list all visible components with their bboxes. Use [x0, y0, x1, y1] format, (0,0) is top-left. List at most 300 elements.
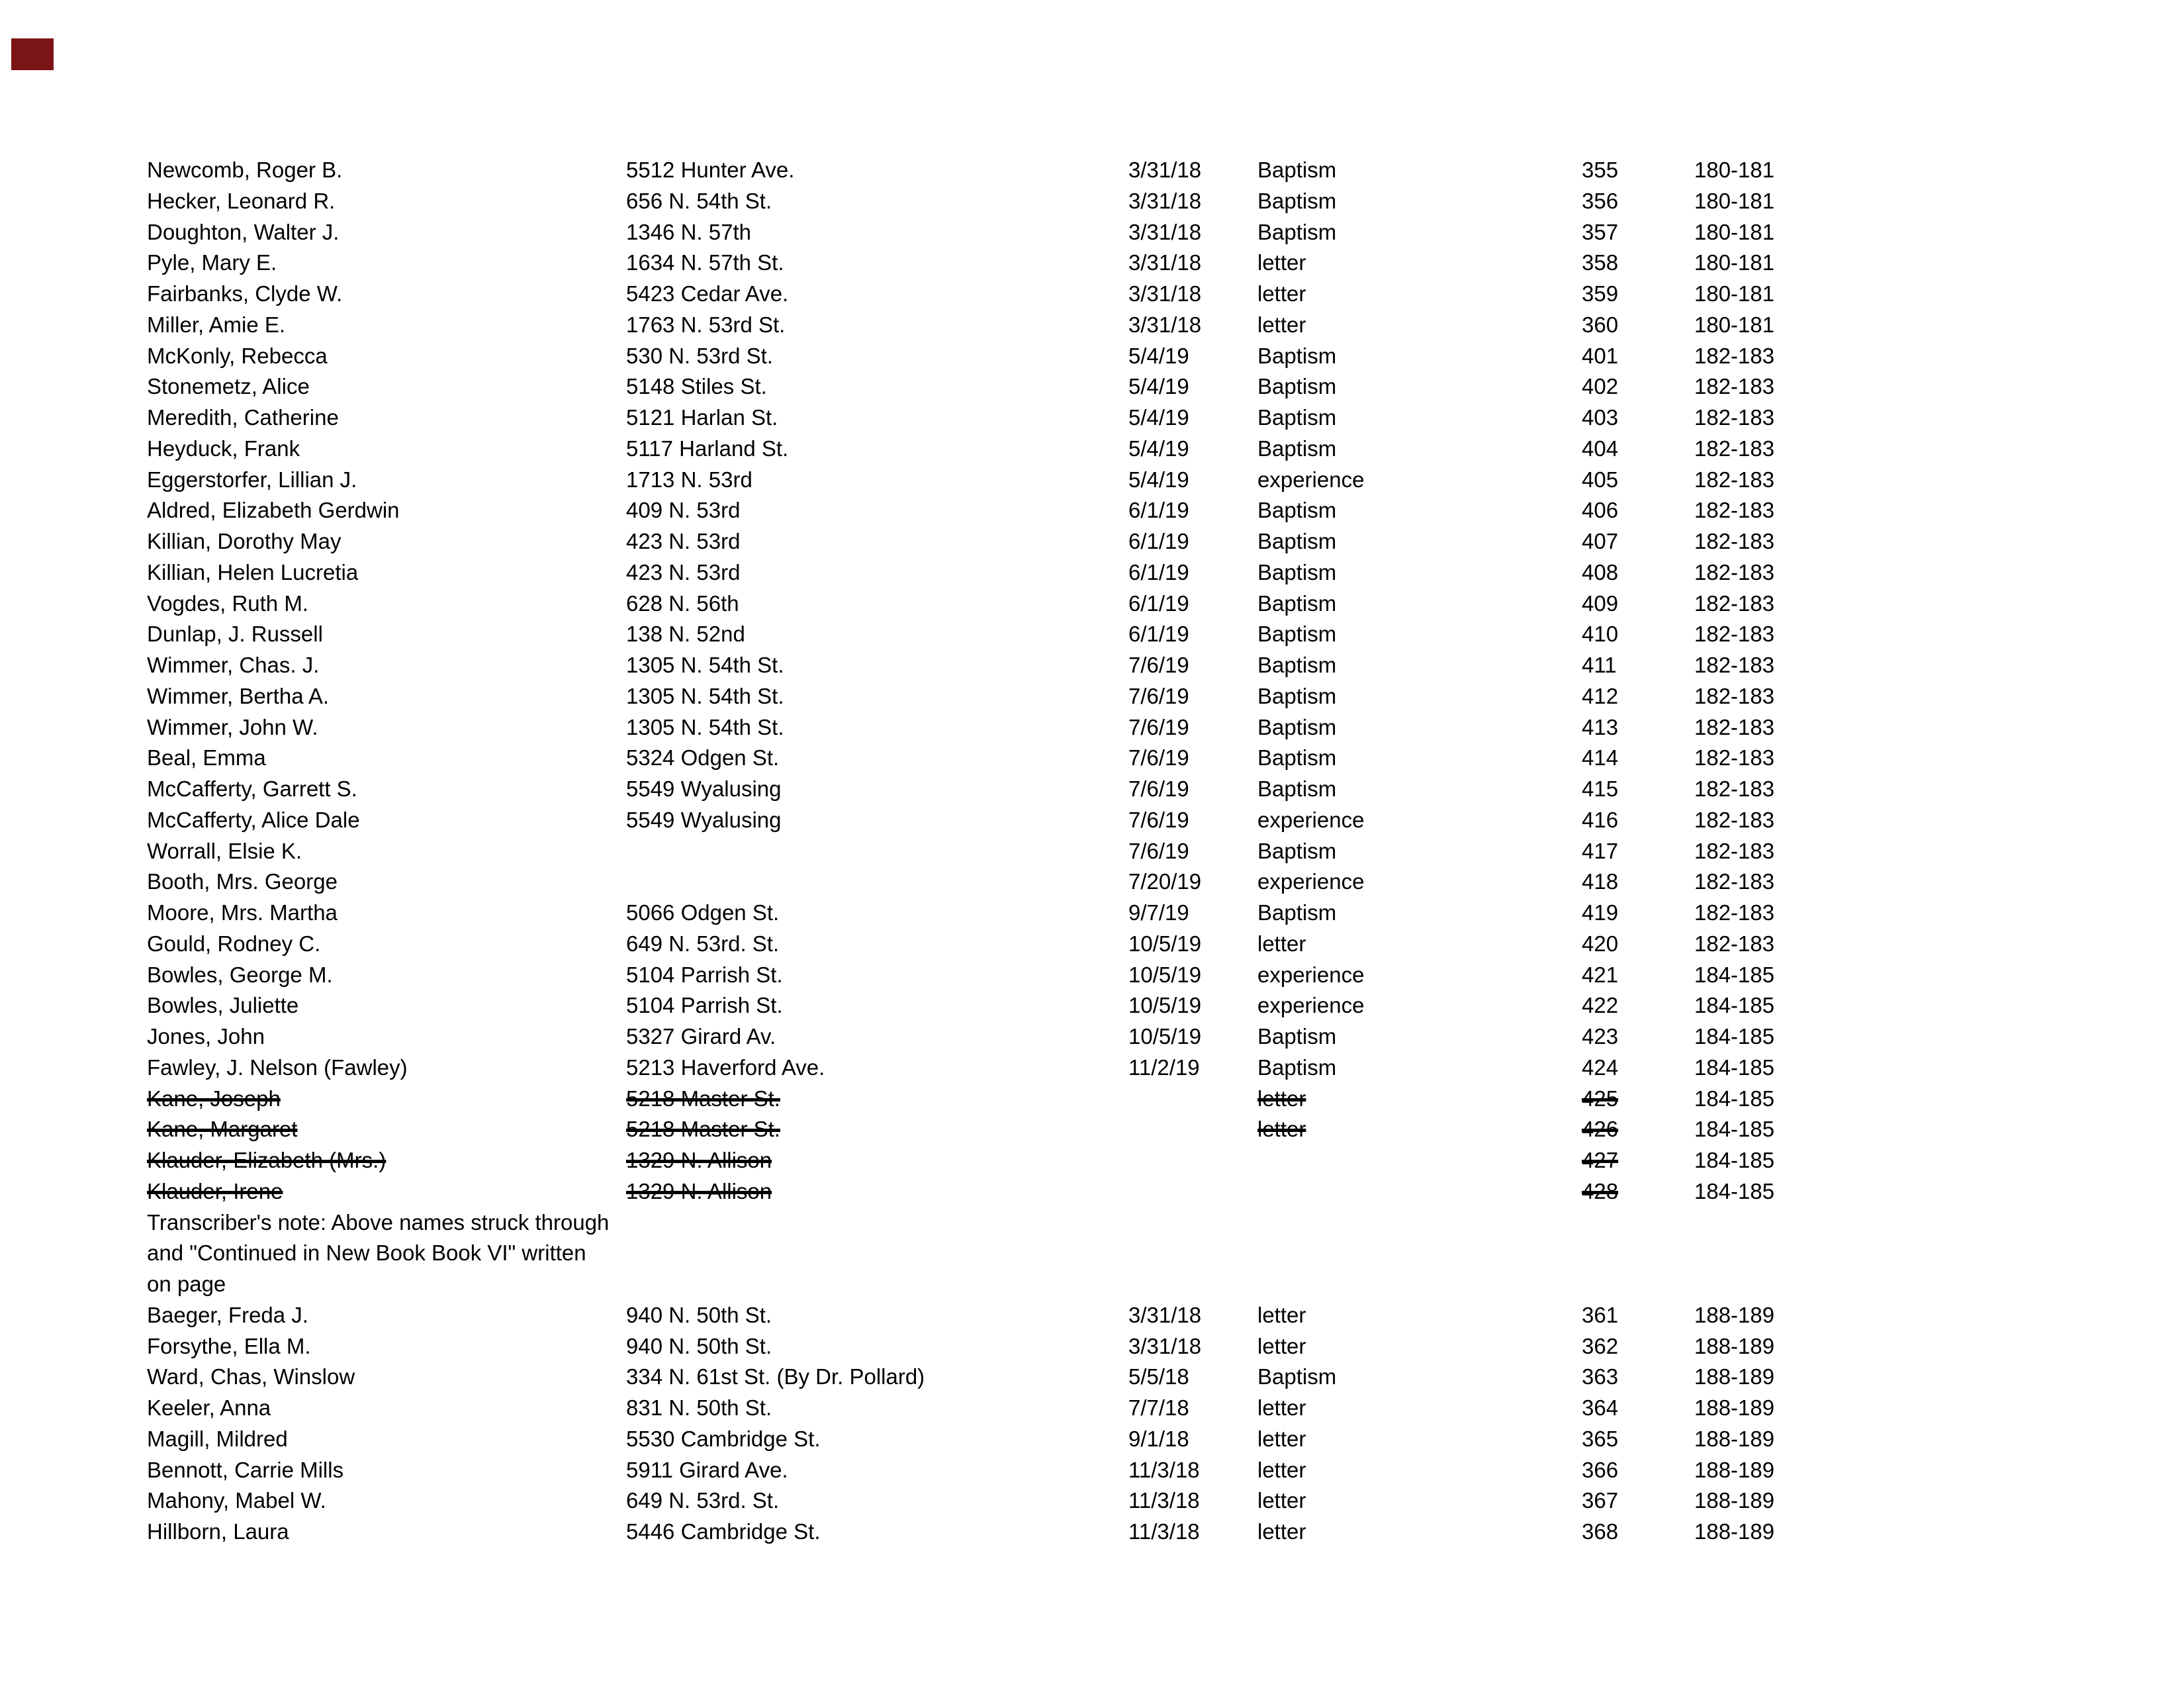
cell-pages: 188-189	[1694, 1364, 1775, 1389]
cell-number: 363	[1582, 1364, 1619, 1389]
cell-pages: 182-183	[1694, 622, 1775, 647]
cell-date: 7/6/19	[1128, 745, 1189, 771]
cell-date: 7/6/19	[1128, 838, 1189, 863]
cell-type: Baptism	[1257, 1055, 1337, 1080]
cell-address: 940 N. 50th St.	[626, 1302, 772, 1327]
cell-pages: 182-183	[1694, 343, 1775, 368]
cell-number: 422	[1582, 993, 1619, 1018]
cell-name: McCafferty, Garrett S.	[147, 776, 357, 801]
cell-pages: 180-181	[1694, 250, 1775, 275]
cell-pages: 182-183	[1694, 745, 1775, 771]
cell-address: 5446 Cambridge St.	[626, 1519, 821, 1544]
cell-type: Baptism	[1257, 188, 1337, 213]
cell-pages: 182-183	[1694, 590, 1775, 616]
cell-pages: 182-183	[1694, 529, 1775, 553]
cell-name: Aldred, Elizabeth Gerdwin	[147, 498, 400, 523]
cell-type: Baptism	[1257, 714, 1337, 739]
cell-date: 7/6/19	[1128, 653, 1189, 677]
cell-type	[1257, 1145, 1582, 1176]
note-text: and "Continued in New Book Book VI" written	[147, 1241, 586, 1266]
cell-number: 415	[1582, 776, 1619, 801]
cell-date: 10/5/19	[1128, 1024, 1202, 1049]
cell-name: Bowles, Juliette	[147, 993, 299, 1018]
cell-pages: 188-189	[1694, 1395, 1775, 1420]
cell-pages: 180-181	[1694, 158, 1775, 182]
cell-pages: 182-183	[1694, 653, 1775, 677]
cell-type: letter	[1257, 281, 1306, 306]
cell-name: Kane, Joseph	[147, 1086, 281, 1111]
cell-date: 7/7/18	[1128, 1395, 1189, 1420]
cell-type: Baptism	[1257, 405, 1337, 430]
cell-address: 5512 Hunter Ave.	[626, 158, 795, 182]
cell-number: 414	[1582, 745, 1619, 771]
cell-number: 407	[1582, 529, 1619, 553]
cell-type: Baptism	[1257, 838, 1337, 863]
record-row	[0, 619, 2184, 650]
cell-number: 418	[1582, 869, 1619, 894]
cell-type: letter	[1257, 1457, 1306, 1482]
cell-type: experience	[1257, 869, 1365, 894]
red-marker	[11, 38, 54, 70]
cell-address: 530 N. 53rd St.	[626, 343, 773, 368]
cell-name: Mahony, Mabel W.	[147, 1488, 326, 1513]
cell-type: letter	[1257, 1302, 1306, 1327]
cell-date	[1128, 1145, 1257, 1176]
cell-pages: 188-189	[1694, 1302, 1775, 1327]
cell-date: 3/31/18	[1128, 1302, 1202, 1327]
cell-address	[626, 867, 1128, 898]
cell-number: 403	[1582, 405, 1619, 430]
cell-number: 423	[1582, 1024, 1619, 1049]
cell-date: 3/31/18	[1128, 219, 1202, 244]
cell-date: 3/31/18	[1128, 1333, 1202, 1358]
cell-type: Baptism	[1257, 158, 1337, 182]
cell-type: Baptism	[1257, 653, 1337, 677]
cell-type: Baptism	[1257, 498, 1337, 523]
cell-address: 649 N. 53rd. St.	[626, 1488, 780, 1513]
cell-date: 6/1/19	[1128, 529, 1189, 553]
cell-address: 5213 Haverford Ave.	[626, 1055, 825, 1080]
record-row	[0, 279, 2184, 310]
cell-date: 9/7/19	[1128, 900, 1189, 925]
cell-type: experience	[1257, 993, 1365, 1018]
cell-number: 409	[1582, 590, 1619, 616]
cell-pages: 182-183	[1694, 436, 1775, 461]
cell-name: Hillborn, Laura	[147, 1519, 289, 1544]
cell-date	[1128, 1114, 1257, 1145]
record-row	[0, 712, 2184, 743]
cell-address: 5324 Odgen St.	[626, 745, 780, 771]
cell-pages: 182-183	[1694, 900, 1775, 925]
cell-address: 5530 Cambridge St.	[626, 1426, 821, 1451]
cell-name: McCafferty, Alice Dale	[147, 807, 360, 832]
cell-name: Vogdes, Ruth M.	[147, 590, 308, 616]
cell-date: 7/20/19	[1128, 869, 1202, 894]
cell-date: 11/3/18	[1128, 1457, 1200, 1482]
cell-number: 365	[1582, 1426, 1619, 1451]
cell-pages: 184-185	[1694, 1178, 1775, 1203]
cell-type: Baptism	[1257, 745, 1337, 771]
cell-address: 1305 N. 54th St.	[626, 714, 784, 739]
cell-address: 5549 Wyalusing	[626, 776, 782, 801]
cell-number: 366	[1582, 1457, 1619, 1482]
record-row	[0, 1021, 2184, 1053]
cell-address: 1346 N. 57th	[626, 219, 751, 244]
cell-date: 5/5/18	[1128, 1364, 1189, 1389]
cell-number: 360	[1582, 312, 1619, 337]
cell-name: Wimmer, John W.	[147, 714, 318, 739]
cell-number: 419	[1582, 900, 1619, 925]
cell-number: 402	[1582, 374, 1619, 399]
cell-name: Stonemetz, Alice	[147, 374, 310, 399]
cell-type: letter	[1257, 1426, 1306, 1451]
cell-number: 410	[1582, 622, 1619, 647]
cell-name: Forsythe, Ella M.	[147, 1333, 311, 1358]
cell-type: experience	[1257, 467, 1365, 492]
cell-address: 423 N. 53rd	[626, 559, 741, 585]
cell-pages: 180-181	[1694, 281, 1775, 306]
cell-type: Baptism	[1257, 590, 1337, 616]
record-row	[0, 465, 2184, 496]
cell-date: 11/2/19	[1128, 1055, 1200, 1080]
cell-date: 3/31/18	[1128, 158, 1202, 182]
cell-address	[626, 836, 1128, 867]
cell-number: 401	[1582, 343, 1619, 368]
cell-type: letter	[1257, 1117, 1306, 1142]
cell-pages: 182-183	[1694, 931, 1775, 956]
cell-date: 6/1/19	[1128, 498, 1189, 523]
cell-number: 358	[1582, 250, 1619, 275]
cell-pages: 182-183	[1694, 776, 1775, 801]
cell-type: Baptism	[1257, 436, 1337, 461]
cell-type: Baptism	[1257, 776, 1337, 801]
cell-number: 355	[1582, 158, 1619, 182]
cell-date: 7/6/19	[1128, 714, 1189, 739]
cell-date	[1128, 1084, 1257, 1115]
cell-date: 7/6/19	[1128, 776, 1189, 801]
cell-pages: 182-183	[1694, 838, 1775, 863]
cell-address: 656 N. 54th St.	[626, 188, 772, 213]
cell-pages: 182-183	[1694, 498, 1775, 523]
note-text: on page	[147, 1272, 226, 1296]
cell-type: Baptism	[1257, 374, 1337, 399]
cell-name: Wimmer, Bertha A.	[147, 683, 330, 708]
cell-pages: 180-181	[1694, 219, 1775, 244]
cell-number: 408	[1582, 559, 1619, 585]
cell-pages: 182-183	[1694, 714, 1775, 739]
cell-address: 5104 Parrish St.	[626, 962, 783, 987]
cell-name: Keeler, Anna	[147, 1395, 271, 1420]
cell-address: 409 N. 53rd	[626, 498, 741, 523]
cell-name: McKonly, Rebecca	[147, 343, 328, 368]
record-row	[0, 1331, 2184, 1362]
cell-number: 417	[1582, 838, 1619, 863]
cell-type: letter	[1257, 250, 1306, 275]
cell-name: Booth, Mrs. George	[147, 869, 338, 894]
cell-address: 5549 Wyalusing	[626, 807, 782, 832]
cell-number: 427	[1582, 1148, 1619, 1172]
cell-address: 1713 N. 53rd	[626, 467, 752, 492]
cell-address: 831 N. 50th St.	[626, 1395, 772, 1420]
cell-number: 356	[1582, 188, 1619, 213]
cell-type: Baptism	[1257, 559, 1337, 585]
record-row	[0, 434, 2184, 465]
record-row	[0, 743, 2184, 774]
record-row	[0, 526, 2184, 557]
cell-name: Heyduck, Frank	[147, 436, 300, 461]
cell-type: letter	[1257, 1395, 1306, 1420]
cell-type: letter	[1257, 1086, 1306, 1111]
record-row	[0, 681, 2184, 712]
cell-pages: 184-185	[1694, 1086, 1775, 1111]
cell-date: 10/5/19	[1128, 931, 1202, 956]
record-row	[0, 186, 2184, 217]
cell-pages: 188-189	[1694, 1426, 1775, 1451]
record-row	[0, 805, 2184, 836]
cell-name: Baeger, Freda J.	[147, 1302, 308, 1327]
cell-name: Eggerstorfer, Lillian J.	[147, 467, 357, 492]
cell-address: 1305 N. 54th St.	[626, 683, 784, 708]
cell-name: Moore, Mrs. Martha	[147, 900, 338, 925]
cell-type: letter	[1257, 1333, 1306, 1358]
record-row	[0, 1084, 2184, 1115]
cell-pages: 180-181	[1694, 312, 1775, 337]
cell-type: letter	[1257, 312, 1306, 337]
cell-name: Wimmer, Chas. J.	[147, 653, 320, 677]
transcriber-note-line	[0, 1269, 2184, 1300]
cell-number: 413	[1582, 714, 1619, 739]
cell-type: letter	[1257, 1488, 1306, 1513]
transcriber-note-line	[0, 1207, 2184, 1239]
cell-number: 428	[1582, 1178, 1619, 1203]
record-row	[0, 1300, 2184, 1331]
cell-pages: 184-185	[1694, 1055, 1775, 1080]
cell-name: Fairbanks, Clyde W.	[147, 281, 343, 306]
cell-address: 5066 Odgen St.	[626, 900, 780, 925]
cell-date: 3/31/18	[1128, 188, 1202, 213]
cell-address: 5218 Master St.	[626, 1117, 780, 1142]
cell-date: 3/31/18	[1128, 250, 1202, 275]
transcriber-note-line	[0, 1238, 2184, 1269]
cell-address: 1329 N. Allison	[626, 1148, 772, 1172]
cell-number: 412	[1582, 683, 1619, 708]
cell-address: 5148 Stiles St.	[626, 374, 767, 399]
cell-pages: 184-185	[1694, 993, 1775, 1018]
cell-pages: 184-185	[1694, 1024, 1775, 1049]
cell-number: 425	[1582, 1086, 1619, 1111]
cell-number: 421	[1582, 962, 1619, 987]
cell-address: 1763 N. 53rd St.	[626, 312, 786, 337]
cell-type: Baptism	[1257, 900, 1337, 925]
record-row	[0, 248, 2184, 279]
cell-number: 364	[1582, 1395, 1619, 1420]
cell-address: 649 N. 53rd. St.	[626, 931, 780, 956]
cell-date: 5/4/19	[1128, 405, 1189, 430]
cell-address: 5218 Master St.	[626, 1086, 780, 1111]
record-row	[0, 217, 2184, 248]
record-row	[0, 371, 2184, 402]
cell-pages: 184-185	[1694, 1148, 1775, 1172]
cell-date: 3/31/18	[1128, 312, 1202, 337]
cell-number: 426	[1582, 1117, 1619, 1142]
record-row	[0, 402, 2184, 434]
cell-date: 6/1/19	[1128, 622, 1189, 647]
note-text: Transcriber's note: Above names struck through	[147, 1209, 610, 1235]
cell-pages: 188-189	[1694, 1488, 1775, 1513]
cell-type	[1257, 1176, 1582, 1207]
cell-address: 940 N. 50th St.	[626, 1333, 772, 1358]
cell-pages: 182-183	[1694, 559, 1775, 585]
cell-name: Hecker, Leonard R.	[147, 188, 336, 213]
record-row	[0, 990, 2184, 1021]
cell-name: Dunlap, J. Russell	[147, 622, 323, 647]
cell-pages: 182-183	[1694, 467, 1775, 492]
cell-address: 5327 Girard Av.	[626, 1024, 776, 1049]
cell-date: 5/4/19	[1128, 467, 1189, 492]
record-row	[0, 960, 2184, 991]
record-row	[0, 1053, 2184, 1084]
cell-pages: 188-189	[1694, 1333, 1775, 1358]
cell-date: 3/31/18	[1128, 281, 1202, 306]
cell-pages: 182-183	[1694, 405, 1775, 430]
cell-address: 334 N. 61st St. (By Dr. Pollard)	[626, 1364, 925, 1389]
cell-date: 5/4/19	[1128, 374, 1189, 399]
record-row	[0, 1424, 2184, 1455]
cell-type: letter	[1257, 931, 1306, 956]
cell-number: 362	[1582, 1333, 1619, 1358]
cell-type: letter	[1257, 1519, 1306, 1544]
record-row	[0, 1176, 2184, 1207]
cell-number: 420	[1582, 931, 1619, 956]
record-row	[0, 898, 2184, 929]
cell-name: Doughton, Walter J.	[147, 219, 340, 244]
cell-number: 361	[1582, 1302, 1619, 1327]
cell-number: 411	[1582, 653, 1617, 677]
cell-pages: 182-183	[1694, 807, 1775, 832]
cell-number: 424	[1582, 1055, 1619, 1080]
record-row	[0, 929, 2184, 960]
record-row	[0, 588, 2184, 620]
record-row	[0, 1455, 2184, 1486]
record-row	[0, 774, 2184, 805]
cell-name: Fawley, J. Nelson (Fawley)	[147, 1055, 408, 1080]
cell-number: 406	[1582, 498, 1619, 523]
cell-pages: 182-183	[1694, 869, 1775, 894]
record-row	[0, 836, 2184, 867]
cell-type: Baptism	[1257, 219, 1337, 244]
cell-name: Klauder, Irene	[147, 1178, 283, 1203]
cell-name: Killian, Helen Lucretia	[147, 559, 359, 585]
cell-date: 9/1/18	[1128, 1426, 1189, 1451]
cell-date: 11/3/18	[1128, 1488, 1200, 1513]
record-row	[0, 650, 2184, 681]
record-row	[0, 1114, 2184, 1145]
record-row	[0, 155, 2184, 186]
cell-date: 10/5/19	[1128, 962, 1202, 987]
cell-address: 5117 Harland St.	[626, 436, 789, 461]
cell-type: Baptism	[1257, 622, 1337, 647]
cell-type: Baptism	[1257, 683, 1337, 708]
cell-date: 5/4/19	[1128, 343, 1189, 368]
record-row	[0, 1362, 2184, 1393]
cell-date: 7/6/19	[1128, 807, 1189, 832]
cell-type: Baptism	[1257, 1364, 1337, 1389]
cell-name: Klauder, Elizabeth (Mrs.)	[147, 1148, 387, 1172]
cell-number: 404	[1582, 436, 1619, 461]
record-row	[0, 867, 2184, 898]
cell-type: Baptism	[1257, 1024, 1337, 1049]
record-row	[0, 557, 2184, 588]
cell-number: 357	[1582, 219, 1619, 244]
cell-date: 10/5/19	[1128, 993, 1202, 1018]
record-row	[0, 1145, 2184, 1176]
cell-number: 367	[1582, 1488, 1619, 1513]
cell-type: experience	[1257, 962, 1365, 987]
record-row	[0, 495, 2184, 526]
cell-date	[1128, 1176, 1257, 1207]
cell-name: Newcomb, Roger B.	[147, 158, 343, 182]
cell-type: Baptism	[1257, 343, 1337, 368]
cell-name: Kane, Margaret	[147, 1117, 298, 1142]
cell-date: 11/3/18	[1128, 1519, 1200, 1544]
record-row	[0, 310, 2184, 341]
cell-address: 138 N. 52nd	[626, 622, 745, 647]
cell-name: Magill, Mildred	[147, 1426, 288, 1451]
records-table	[0, 155, 2184, 1548]
cell-name: Beal, Emma	[147, 745, 266, 771]
cell-name: Meredith, Catherine	[147, 405, 339, 430]
cell-number: 416	[1582, 807, 1619, 832]
cell-pages: 180-181	[1694, 188, 1775, 213]
cell-name: Jones, John	[147, 1024, 265, 1049]
cell-number: 405	[1582, 467, 1619, 492]
cell-pages: 182-183	[1694, 683, 1775, 708]
cell-number: 368	[1582, 1519, 1619, 1544]
cell-name: Worrall, Elsie K.	[147, 838, 302, 863]
record-row	[0, 341, 2184, 372]
cell-name: Killian, Dorothy May	[147, 529, 341, 553]
record-row	[0, 1393, 2184, 1424]
cell-name: Gould, Rodney C.	[147, 931, 321, 956]
cell-address: 5121 Harlan St.	[626, 405, 778, 430]
cell-name: Miller, Amie E.	[147, 312, 286, 337]
cell-type: experience	[1257, 807, 1365, 832]
cell-address: 1634 N. 57th St.	[626, 250, 784, 275]
cell-address: 5423 Cedar Ave.	[626, 281, 789, 306]
record-row	[0, 1485, 2184, 1517]
cell-pages: 182-183	[1694, 374, 1775, 399]
cell-date: 6/1/19	[1128, 590, 1189, 616]
cell-pages: 184-185	[1694, 962, 1775, 987]
cell-date: 7/6/19	[1128, 683, 1189, 708]
cell-type: Baptism	[1257, 529, 1337, 553]
cell-name: Ward, Chas, Winslow	[147, 1364, 355, 1389]
cell-name: Pyle, Mary E.	[147, 250, 277, 275]
cell-pages: 188-189	[1694, 1519, 1775, 1544]
cell-pages: 184-185	[1694, 1117, 1775, 1142]
cell-date: 5/4/19	[1128, 436, 1189, 461]
record-row	[0, 1517, 2184, 1548]
cell-address: 1329 N. Allison	[626, 1178, 772, 1203]
cell-name: Bowles, George M.	[147, 962, 333, 987]
cell-pages: 188-189	[1694, 1457, 1775, 1482]
cell-address: 1305 N. 54th St.	[626, 653, 784, 677]
cell-address: 423 N. 53rd	[626, 529, 741, 553]
cell-address: 5104 Parrish St.	[626, 993, 783, 1018]
cell-address: 5911 Girard Ave.	[626, 1457, 788, 1482]
cell-name: Bennott, Carrie Mills	[147, 1457, 344, 1482]
cell-number: 359	[1582, 281, 1619, 306]
